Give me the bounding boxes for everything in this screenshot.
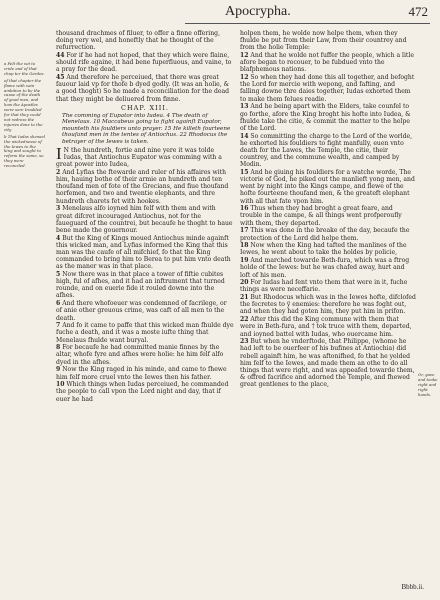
chapter-heading: CHAP. XIII.: [121, 103, 169, 112]
verse: 3 Menelaus alfo ioyned him felf with them and with great difcret incouraged Antiochus, not for the faueguard of the countrei, but becaufe he thoght to haue bene made the gouernour.: [56, 205, 233, 234]
verse: 15 And he giuing his fouldiers for a watche worde, The victorie of God, he piked out the manlieft yong men, and went by night into the Kings campe, and flewe of the hofte fourteene thoufand men, & the greateft elephant with all that fate vpon him.: [240, 168, 415, 205]
verse: 10 Which things when Iudas perceiued, he commanded the people to call vpon the Lord night and day, that if euer he had: [56, 381, 229, 403]
running-header: [185, 5, 430, 24]
verse: 2 And Lyfias the ftewarde and ruler of his affaires with him, hauing bothe of their armie an hundreth and ten thoufand men of fote of the Grecians, and fiue thoufand horfemen, and two and twentie elephants, and thre hundreth charets fet with hookes.: [56, 169, 229, 205]
left-column: [56, 30, 234, 403]
verse: 19 And marched towarde Beth-fura, which was a ftrog holde of the Iewes: but he was chafed away, hurt and loft of his men.: [240, 257, 410, 279]
verse: 5 Now there was in that place a tower of fiftie cubites high, ful of afhes, and it had an inftrument that turned rounde, and on euerie fide it rouled downe into the afhes.: [56, 270, 225, 300]
chapter-opening: I N the hundreth, fortie and nine yere it was tolde Iudas, that Antiochus Eupator was comming with a great power into Iudea,: [56, 143, 222, 169]
right-column: [240, 30, 416, 389]
verse: 45 And therefore he perceiued, that there was great fauour laid vp for thofe b dyed godly. (It was an holie, & a good thoght) So he made a reconciliation for the dead that they might be deliuered from finne.: [56, 74, 230, 103]
verse: 4 But the King of Kings moued Antiochus minde againft this wicked man, and Lyfias informed the King that this man was the caufe of all mifchief, fo that the King commanded to bring him to Berea to put him vnto death as the maner was in that place.: [56, 234, 231, 271]
verse: 20 For Iudas had fent vnto them that were in it, fuche things as were neceffarie.: [240, 279, 408, 294]
verse: 44 For if he had not hoped, that they which were flaine, should rife againe, it had bene fuperfluous, and vaine, to a pray for the dead.: [56, 52, 232, 74]
signature-mark: Bbbb.ii.: [401, 583, 424, 591]
verse: 22 After this did the King commune with them that were in Beth-fura, and † tok truce with them, departed, and ioyned battel with Iudas, who ouercame him.: [240, 316, 412, 338]
page-number: 472: [408, 4, 428, 19]
verse: 17 This was done in the breake of the day, becaufe the protection of the Lord did helpe them.: [240, 227, 410, 242]
drop-cap: I: [56, 143, 62, 163]
verse: 18 Now when the King had tafted the manlines of the Iewes, he went about to take the holdes by policie,: [240, 242, 407, 257]
verse: 21 But Rhodocus which was in the Iewes hofte, difclofed the fecretes to ÿ enemies: therefore he was foght out, and when they had goten him, they put him in prifon.: [240, 294, 416, 316]
verse: 12 And that he wolde not fuffer the people, which a litle afore began to recouer, to be fubdued vnto the blafphemous nations.: [240, 52, 414, 74]
margin-note: a Felt the vet to cride and of that chap ter the Gardes.: [4, 61, 45, 76]
left-margin-notes: [4, 62, 45, 171]
verse: 12 So when they had done this all together, and befoght the Lord for mercie with wepong, and fafting, and falling downe thre daies together, Iudas exhorted them to make them felues readie.: [240, 74, 415, 103]
verse: 6 And there whofoeuer was condemned of facrilege, or of anie other greuous crime, was caft of all men to the death.: [56, 300, 227, 322]
margin-note: of that chapter the flame with vain ambition to be the cause of the death of good men, and how the Apostles were sore troubled for that they could not redress the injuries done to the city.: [4, 77, 43, 132]
right-margin-note: Or, gave and tooke right and right hands.: [418, 372, 438, 397]
verse: 7 And fo it came to paffe that this wicked man fhulde dye fuche a death, and it was a moste iufte thing that Menelaus fhulde want buryal.: [56, 322, 234, 344]
verse: 13 And he being apart with the Elders, take counfel to go forthe, afore the King broght his hofte into Iudea, & fhulde take the citie, & commit the matter to the helpe of the Lord.: [240, 103, 411, 132]
verse: thousand drachmes of filuer, to offer a finne offering, doing very wel, and honeftly that he thought of the refurrection.: [56, 30, 221, 52]
verse: 23 But when he vnderftode, that Philippe, (whome he had left to be ouerfeer of his bufines at Antiochia) did rebell againft him, he was aftonifhed, fo that he yelded him felf to the Iewes, and made them an othe to do all things that were right, and was appeafed towarde them, & offred facrifice and adorned the Temple, and fhewed great gentlenes to the place,: [240, 338, 415, 389]
verse: 16 Thus when they had broght a great feare, and trouble in the campe, & all things went profperoufly with them, they departed.: [240, 205, 402, 227]
verse: 14 So committing the charge to the Lord of the worlde, he exhorted his fouldiers to fight manfully, euen vnto death for the Lawes, the Temple, the citie, their countrey, and the commune wealth, and camped by Modin.: [240, 132, 413, 169]
margin-note: b That Iudas shewed the wickednesse of the Iewes to the king and sought to reform the same, so they were reconciled.: [4, 133, 45, 169]
verse: 8 For becaufe he had committed manie finnes by the altar, whofe fyre and afhes were holie: he him felf alfo dyed in the afhes.: [56, 344, 224, 366]
chapter-argument: The comming of Eupator into Iudea. 4 The death of Menelaus. 10 Maccabeus going to fight againſt Eupator, mounteth his ſouldiers unto prayer. 15 He killeth fourteene thouſand men in the tentes of Antiochus. 22 Rhodocus the betrayer of the Iewes is taken.: [62, 112, 231, 145]
running-title: Apocrypha.: [225, 4, 291, 19]
verse: 9 Now the King raged in his minde, and came to fhewe him felf more cruel vnto the Iewes then his father.: [56, 366, 227, 381]
verse: holpen them, he wolde now helpe them, when they fhulde be put from their Law, from their countrey and from the holie Temple:: [240, 30, 407, 52]
